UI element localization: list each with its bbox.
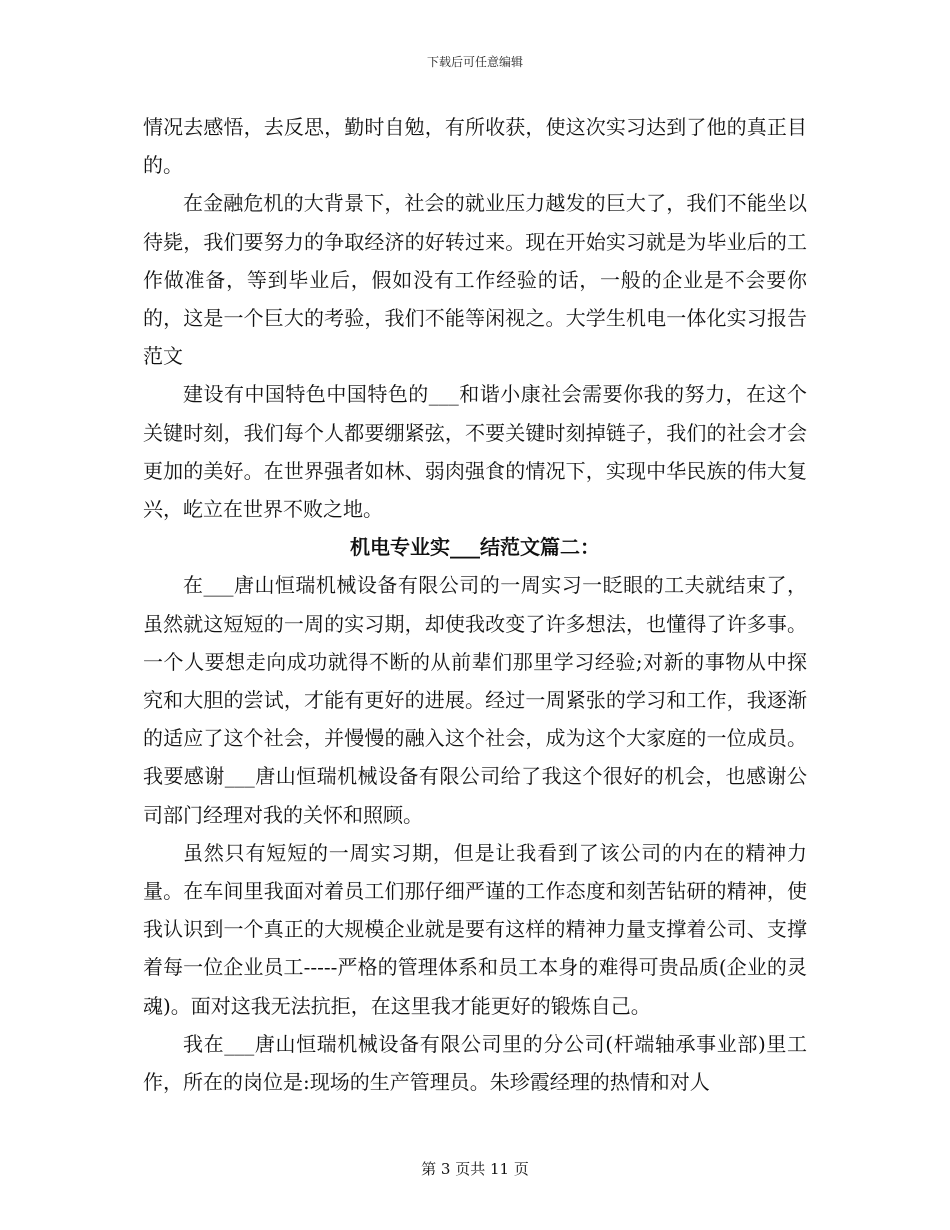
- document-body: [143, 108, 807, 1101]
- paragraph: 在金融危机的大背景下，社会的就业压力越发的巨大了，我们不能坐以待毙，我们要努力的争取经济的好转过来。现在开始实习就是为毕业后的工作做准备，等到毕业后，假如没有工作经验的话，一般的企业是不会要你的，这是一个巨大的考验，我们不能等闲视之。大学生机电一体化实习报告范文: [143, 191, 807, 369]
- paragraph: 在___唐山恒瑞机械设备有限公司的一周实习一眨眼的工夫就结束了，虽然就这短短的一周的实习期，却使我改变了许多想法，也懂得了许多事。一个人要想走向成功就得不断的从前辈们那里学习经验;对新的事物从中探究和大胆的尝试，才能有更好的进展。经过一周紧张的学习和工作，我逐渐的适应了这个社会，并慢慢的融入这个社会，成为这个大家庭的一位成员。我要感谢___唐山恒瑞机械设备有限公司给了我这个很好的机会，也感谢公司部门经理对我的关怀和照顾。: [143, 573, 807, 827]
- section-heading: 机电专业实___结范文篇二：: [350, 535, 600, 560]
- paragraph: 建设有中国特色中国特色的___和谐小康社会需要你我的努力，在这个关键时刻，我们每个人都要绷紧弦，不要关键时刻掉链子，我们的社会才会更加的美好。在世界强者如林、弱肉强食的情况下，实现中华民族的伟大复兴，屹立在世界不败之地。: [143, 382, 807, 522]
- page-header: 下载后可任意编辑: [426, 55, 523, 69]
- page-footer: 第 3 页共 11 页: [421, 1160, 529, 1178]
- paragraph-continuation: 情况去感悟，去反思，勤时自勉，有所收获，使这次实习达到了他的真正目的。: [143, 115, 807, 178]
- paragraph: 我在___唐山恒瑞机械设备有限公司里的分公司(杆端轴承事业部)里工作，所在的岗位是:现场的生产管理员。朱珍霞经理的热情和对人: [143, 1031, 807, 1095]
- paragraph: 虽然只有短短的一周实习期，但是让我看到了该公司的内在的精神力量。在车间里我面对着员工们那仔细严谨的工作态度和刻苦钻研的精神，使我认识到一个真正的大规模企业就是要有这样的精神力量支撑着公司、支撑着每一位企业员工-----严格的管理体系和员工本身的难得可贵品质(企业的灵魂)。面对这我无法抗拒，在这里我才能更好的锻炼自己。: [143, 840, 807, 1018]
